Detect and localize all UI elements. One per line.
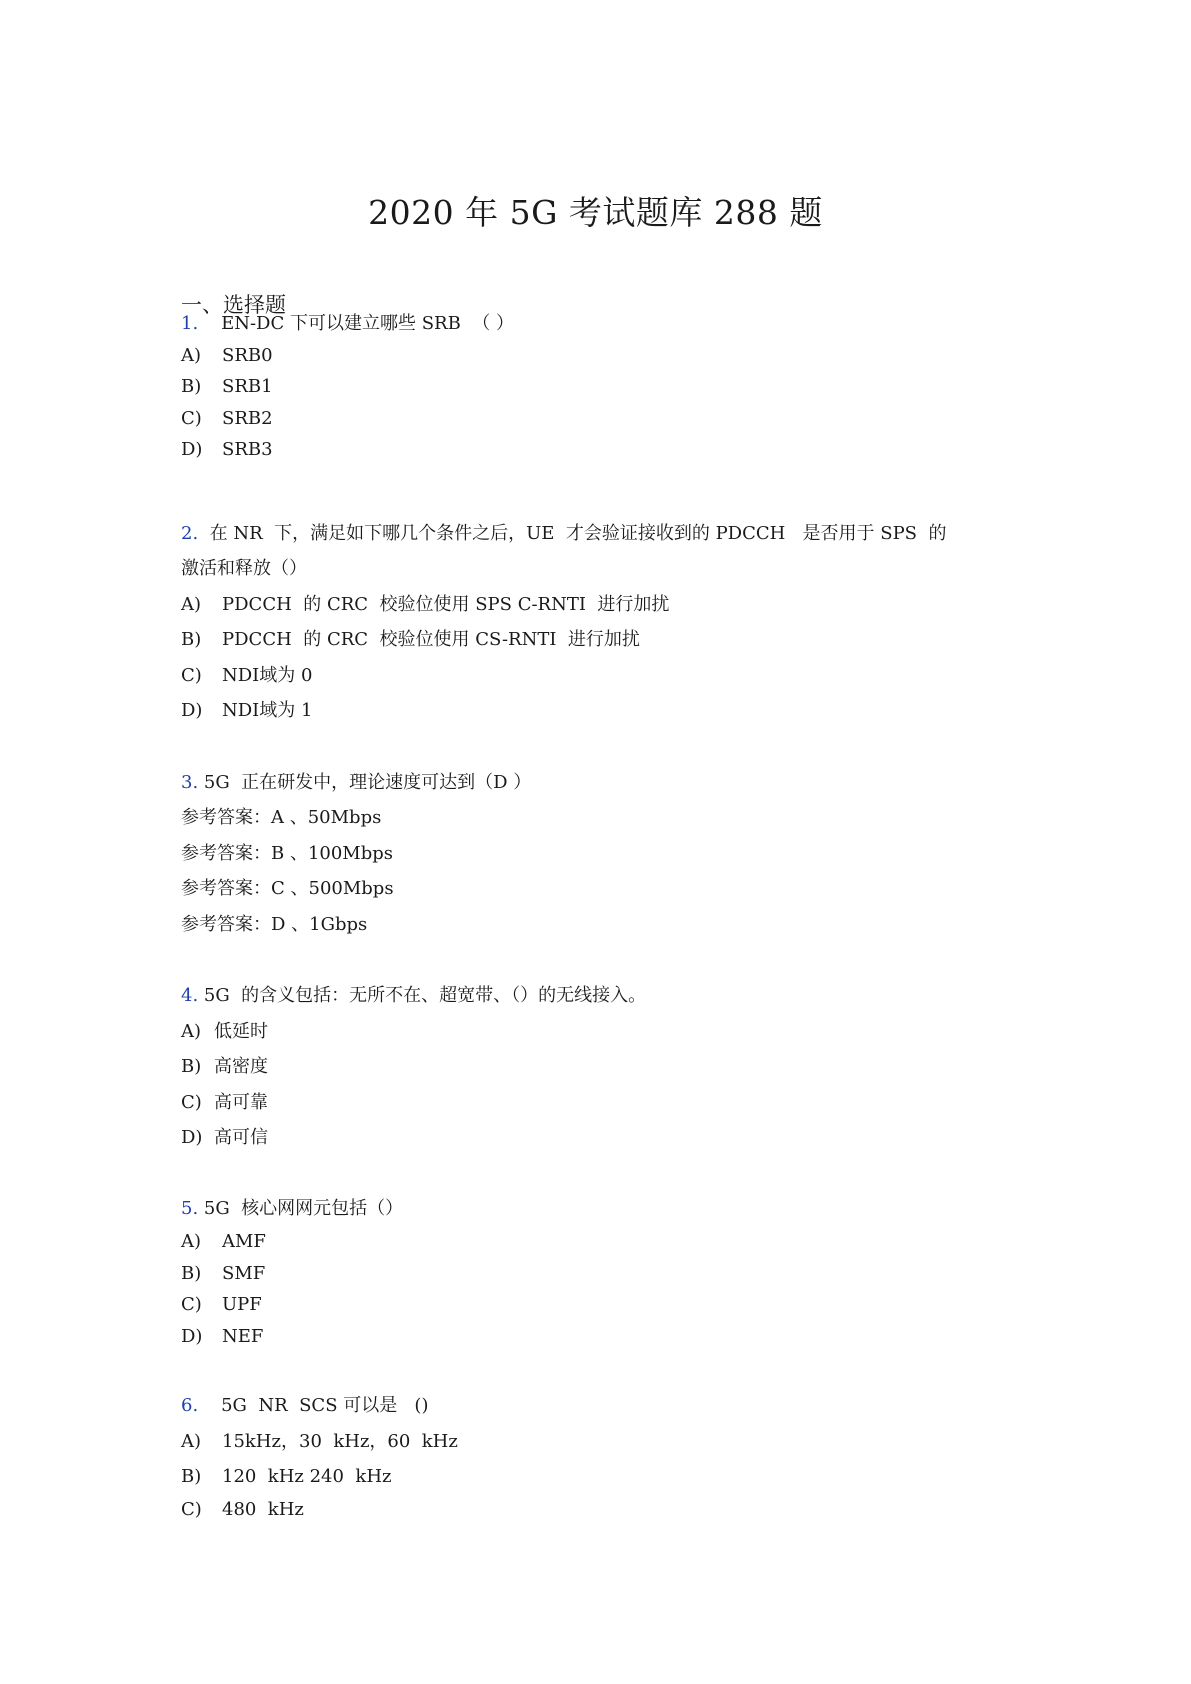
page-title: 2020 年 5G 考试题库 288 题	[368, 193, 823, 232]
question-6-option-c	[181, 1497, 304, 1523]
option-text: NDI域为 0	[222, 665, 313, 686]
section-heading: 一、选择题	[181, 293, 286, 317]
question-3-answer-a: 参考答案：A 、50Mbps	[181, 807, 382, 828]
question-2-option-d	[181, 698, 312, 724]
question-5-option-b	[181, 1261, 265, 1287]
question-text: 5G 正在研发中，理论速度可达到（D ）	[198, 772, 532, 793]
question-1-option-b	[181, 374, 273, 400]
option-text: SRB3	[222, 439, 273, 460]
option-letter: A)	[181, 1021, 202, 1042]
option-letter: C)	[181, 1499, 202, 1520]
option-letter: B)	[181, 1466, 202, 1487]
question-4-option-c	[181, 1090, 268, 1116]
question-2-stem-continued: 激活和释放（）	[181, 558, 307, 579]
option-text: 高可信	[214, 1127, 268, 1148]
question-2-stem	[181, 521, 946, 547]
question-4-option-b	[181, 1054, 268, 1080]
option-text: PDCCH 的 CRC 校验位使用 SPS C-RNTI 进行加扰	[222, 594, 670, 615]
option-text: 高密度	[214, 1056, 268, 1077]
option-letter: B)	[181, 629, 202, 650]
option-letter: B)	[181, 1056, 202, 1077]
question-1-option-d	[181, 437, 273, 463]
question-number: 5.	[181, 1198, 199, 1219]
question-1-option-a	[181, 343, 273, 369]
question-4-stem	[181, 983, 646, 1009]
option-text: SMF	[222, 1263, 266, 1284]
option-text: 120 kHz 240 kHz	[222, 1466, 392, 1487]
question-3-answer-c: 参考答案：C 、500Mbps	[181, 878, 394, 899]
option-text: 480 kHz	[222, 1499, 304, 1520]
question-5-option-c	[181, 1292, 262, 1318]
question-3-answer-d: 参考答案：D 、1Gbps	[181, 914, 368, 935]
option-text: UPF	[222, 1294, 262, 1315]
question-3-stem	[181, 770, 531, 796]
question-5-stem	[181, 1196, 403, 1222]
question-3-answer-b: 参考答案：B 、100Mbps	[181, 843, 394, 864]
question-6-option-a	[181, 1429, 458, 1455]
option-text: 高可靠	[214, 1092, 268, 1113]
option-text: 低延时	[214, 1021, 268, 1042]
question-1-stem	[181, 311, 514, 337]
question-5-option-a	[181, 1229, 266, 1255]
option-letter: C)	[181, 665, 202, 686]
question-1-option-c	[181, 406, 273, 432]
question-6-stem	[181, 1393, 428, 1419]
option-letter: A)	[181, 1431, 202, 1452]
option-text: NDI域为 1	[222, 700, 313, 721]
question-text: 5G NR SCS 可以是 ()	[198, 1395, 429, 1416]
option-text: PDCCH 的 CRC 校验位使用 CS-RNTI 进行加扰	[222, 629, 640, 650]
option-text: SRB1	[222, 376, 273, 397]
question-text: 5G 的含义包括：无所不在、超宽带、（）的无线接入。	[198, 985, 647, 1006]
question-text: 5G 核心网网元包括（）	[198, 1198, 404, 1219]
option-letter: B)	[181, 1263, 202, 1284]
option-text: AMF	[222, 1231, 266, 1252]
option-letter: C)	[181, 1092, 202, 1113]
question-number: 2.	[181, 523, 199, 544]
option-letter: B)	[181, 376, 202, 397]
question-number: 6.	[181, 1395, 199, 1416]
option-text: NEF	[222, 1326, 264, 1347]
option-letter: D)	[181, 439, 203, 460]
question-5-option-d	[181, 1324, 263, 1350]
option-letter: D)	[181, 700, 203, 721]
question-6-option-b	[181, 1464, 392, 1490]
option-letter: C)	[181, 1294, 202, 1315]
question-2-option-c	[181, 663, 312, 689]
option-text: SRB0	[222, 345, 273, 366]
question-number: 1.	[181, 313, 199, 334]
question-number: 3.	[181, 772, 199, 793]
option-letter: A)	[181, 345, 202, 366]
question-number: 4.	[181, 985, 199, 1006]
question-text: 在 NR 下，满足如下哪几个条件之后，UE 才会验证接收到的 PDCCH 是否用于 SPS 的	[198, 523, 947, 544]
question-2-option-a	[181, 592, 669, 618]
option-text: 15kHz，30 kHz，60 kHz	[222, 1431, 458, 1452]
option-letter: A)	[181, 1231, 202, 1252]
option-letter: D)	[181, 1326, 203, 1347]
option-text: SRB2	[222, 408, 273, 429]
option-letter: A)	[181, 594, 202, 615]
question-2-option-b	[181, 627, 640, 653]
option-letter: D)	[181, 1127, 203, 1148]
question-text: EN-DC 下可以建立哪些 SRB （ ）	[198, 313, 514, 334]
question-4-option-a	[181, 1019, 268, 1045]
option-letter: C)	[181, 408, 202, 429]
question-4-option-d	[181, 1125, 268, 1151]
